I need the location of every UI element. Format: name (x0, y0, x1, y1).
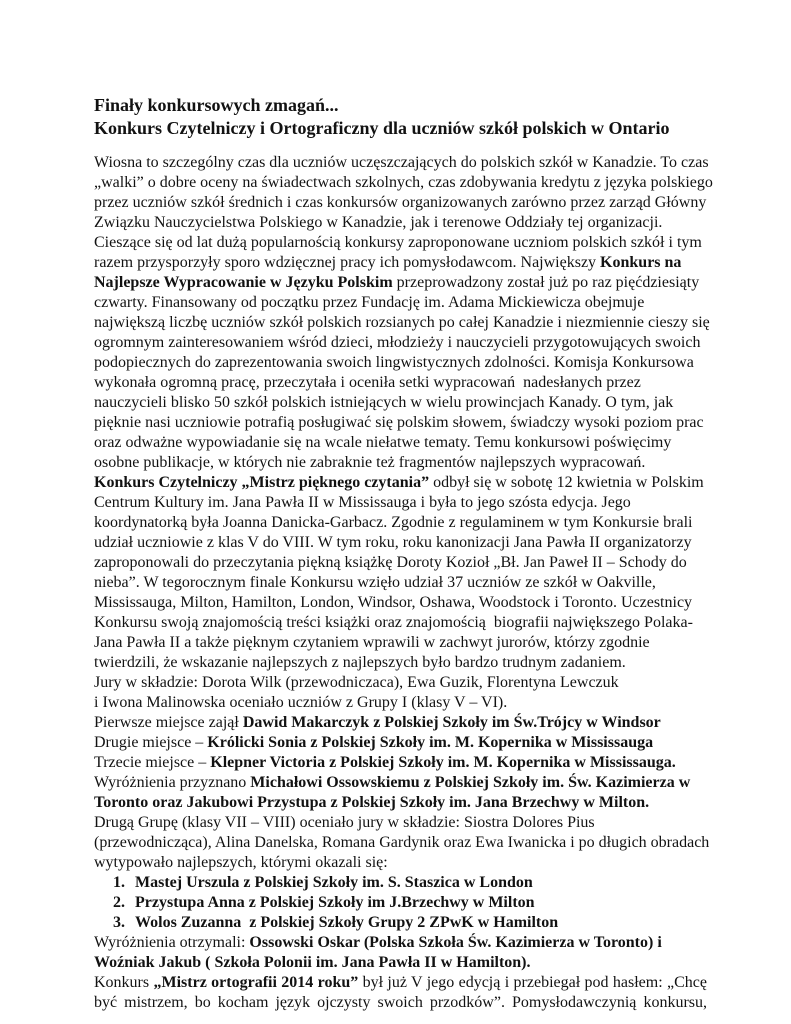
text-segment: Jury w składzie: Dorota Wilk (przewodniczaca), Ewa Guzik, Florentyna Lewczuk (94, 674, 619, 691)
text-segment: Konkursu swoją znajomością treści książki oraz znajomością biografii największego Polaka- (94, 614, 693, 631)
text-segment: Przystupa Anna z Polskiej Szkoły im J.Brzechwy w Milton (135, 894, 535, 911)
text-line (94, 973, 707, 993)
text-segment: Wiosna to szczególny czas dla uczniów uczęszczających do polskich szkół w Kanadzie. To czas (94, 154, 709, 171)
text-segment: odbył się w sobotę 12 kwietnia w Polskim (429, 474, 704, 491)
text-line (94, 953, 707, 973)
text-segment: Cieszące się od lat dużą popularnością konkursy zaproponowane uczniom polskich szkół i tym (94, 234, 702, 251)
text-segment: nauczycieli blisko 50 szkół polskich istniejących w wielu prowincjach Kanady. O tym, jak (94, 394, 674, 411)
text-line (94, 933, 707, 953)
text-line (94, 213, 707, 233)
text-line (94, 753, 707, 773)
text-line (94, 353, 707, 373)
text-segment: Drugą Grupę (klasy VII – VIII) oceniało jury w składzie: Siostra Dolores Pius (94, 814, 595, 831)
text-segment: Wolos Zuzanna z Polskiej Szkoły Grupy 2 ZPwK w Hamilton (135, 914, 559, 931)
text-segment: Centrum Kultury im. Jana Pawła II w Mississauga i była to jego szósta edycja. Jego (94, 494, 631, 511)
text-line (94, 653, 707, 673)
text-line (94, 193, 707, 213)
text-line (94, 993, 707, 1013)
text-line (94, 153, 707, 173)
text-line (94, 433, 707, 453)
text-line (94, 553, 707, 573)
text-segment: Jana Pawła II a także pięknym czytaniem wprawili w zachwyt jurorów, którzy zgodnie (94, 634, 650, 651)
document-title (94, 94, 707, 140)
text-line (94, 793, 707, 813)
text-segment: i Iwona Malinowska oceniało uczniów z Grupy I (klasy V – VI). (94, 694, 508, 711)
text-line (94, 333, 707, 353)
text-segment: Związku Nauczycielstwa Polskiego w Kanadzie, jak i terenowe Oddziały tej organizacji. (94, 214, 663, 231)
text-line (94, 733, 707, 753)
text-segment: „Mistrz ortografii 2014 roku” (153, 974, 359, 991)
text-line (94, 713, 707, 733)
text-segment: wytypowało najlepszych, którymi okazali się: (94, 854, 388, 871)
list-number: 2. (113, 894, 125, 911)
text-segment: twierdzili, że wskazanie najlepszych z najlepszych było bardzo trudnym zadaniem. (94, 654, 626, 671)
text-segment: Michałowi Ossowskiemu z Polskiej Szkoły im. Św. Kazimierza w (250, 774, 691, 791)
text-segment: Konkurs Czytelniczy „Mistrz pięknego czytania” (94, 474, 430, 491)
text-segment: być mistrzem, bo kocham język ojczysty swoich przodków”. Pomysłodawczynią konkursu, (94, 994, 707, 1011)
document-title-line-2: Konkurs Czytelniczy i Ortograficzny dla uczniów szkół polskich w Ontario (94, 118, 670, 138)
text-segment: zaproponowali do przeczytania piękną książkę Doroty Kozioł „Bł. Jan Paweł II – Schody do (94, 554, 687, 571)
text-segment: Konkurs (94, 974, 154, 991)
text-segment: Dawid Makarczyk z Polskiej Szkoły im Św.Trójcy w Windsor (242, 714, 661, 731)
text-line (94, 473, 707, 493)
text-line (94, 293, 707, 313)
text-line (94, 413, 707, 433)
list-number: 1. (113, 874, 125, 891)
text-line (94, 173, 713, 193)
text-segment: Królicki Sonia z Polskiej Szkoły im. M. Kopernika w Mississauga (207, 734, 654, 751)
text-line (94, 613, 707, 633)
text-line (94, 573, 707, 593)
text-segment: Toronto oraz Jakubowi Przystupa z Polskiej Szkoły im. Jana Brzechwy w Milton. (94, 794, 650, 811)
text-segment: Klepner Victoria z Polskiej Szkoły im. M. Kopernika w Mississauga. (210, 754, 676, 771)
text-line (94, 513, 707, 533)
text-segment: Mastej Urszula z Polskiej Szkoły im. S. Staszica w London (135, 874, 533, 891)
text-segment: udział uczniowie z klas V do VIII. W tym roku, roku kanonizacji Jana Pawła II organizatorzy (94, 534, 692, 551)
text-segment: razem przysporzyły sporo wdzięcznej pracy ich pomysłodawcom. Największy (94, 254, 601, 271)
text-line (94, 773, 707, 793)
text-line (94, 833, 710, 853)
text-segment: wykonała ogromną pracę, przeczytała i oceniła setki wypracowań nadesłanych przez (94, 374, 641, 391)
text-segment: „walki” o dobre oceny na świadectwach szkolnych, czas zdobywania kredytu z języka polskiego (94, 174, 713, 191)
text-line (94, 673, 707, 693)
text-segment: Najlepsze Wypracowanie w Języku Polskim (94, 274, 393, 291)
list-item (94, 893, 707, 913)
text-line (94, 393, 707, 413)
text-line (94, 633, 707, 653)
page-content (94, 94, 713, 1013)
text-segment: koordynatorką była Joanna Danicka-Garbacz. Zgodnie z regulaminem w tym Konkursie brali (94, 514, 693, 531)
list-number: 3. (113, 914, 125, 931)
text-segment: Pierwsze miejsce zajął (94, 714, 243, 731)
text-segment: osobne publikacje, w których nie zabraknie też fragmentów najlepszych wypracowań. (94, 454, 646, 471)
text-segment: ogromnym zainteresowaniem wśród dzieci, młodzieży i nauczycieli przygotowujących swoich (94, 334, 701, 351)
text-segment: przeprowadzony został już po raz pięćdziesiąty (392, 274, 700, 291)
text-line (94, 253, 707, 273)
text-segment: Drugie miejsce – (94, 734, 208, 751)
text-segment: Mississauga, Milton, Hamilton, London, Windsor, Oshawa, Woodstock i Toronto. Uczestnicy (94, 594, 693, 611)
text-line (94, 313, 710, 333)
text-segment: największą liczbę uczniów szkół polskich rozsianych po całej Kanadzie i niezmiennie cieszy się (94, 314, 710, 331)
list-item (94, 873, 707, 893)
text-segment: Ossowski Oskar (Polska Szkoła Św. Kazimierza w Toronto) i (249, 934, 662, 951)
text-segment: Woźniak Jakub ( Szkoła Polonii im. Jana Pawła II w Hamilton). (94, 954, 531, 971)
body-text (94, 153, 713, 1013)
text-line (94, 493, 707, 513)
text-line (94, 233, 707, 253)
text-segment: podopiecznych do zaprezentowania swoich lingwistycznych zdolności. Komisja Konkursowa (94, 354, 694, 371)
text-segment: Trzecie miejsce – (94, 754, 211, 771)
text-line (94, 693, 707, 713)
text-segment: oraz odważne wypowiadanie się na wcale niełatwe tematy. Temu konkursowi poświęcimy (94, 434, 672, 451)
text-segment: (przewodnicząca), Alina Danelska, Romana Gardynik oraz Ewa Iwanicka i po długich obradach (94, 834, 710, 851)
text-line (94, 533, 707, 553)
text-segment: nieba”. W tegorocznym finale Konkursu wzięło udział 37 uczniów ze szkół w Oakville, (94, 574, 656, 591)
text-line (94, 453, 707, 473)
text-segment: był już V jego edycją i przebiegał pod hasłem: „Chcę (358, 974, 707, 991)
text-segment: czwarty. Finansowany od początku przez Fundację im. Adama Mickiewicza obejmuje (94, 294, 645, 311)
text-segment: przez uczniów szkół średnich i czas konkursów organizowanych zarówno przez zarząd Główny (94, 194, 707, 211)
text-line (94, 273, 707, 293)
text-line (94, 813, 707, 833)
text-line (94, 373, 707, 393)
text-segment: Konkurs na (600, 254, 682, 271)
text-segment: Wyróżnienia przyznano (94, 774, 251, 791)
text-line (94, 853, 707, 873)
text-segment: pięknie nasi uczniowie potrafią posługiwać się polskim słowem, świadczy wysoki poziom prac (94, 414, 704, 431)
list-item (94, 913, 707, 933)
document-title-line-1: Finały konkursowych zmagań... (94, 95, 339, 115)
text-segment: Wyróżnienia otrzymali: (94, 934, 250, 951)
text-line (94, 593, 707, 613)
